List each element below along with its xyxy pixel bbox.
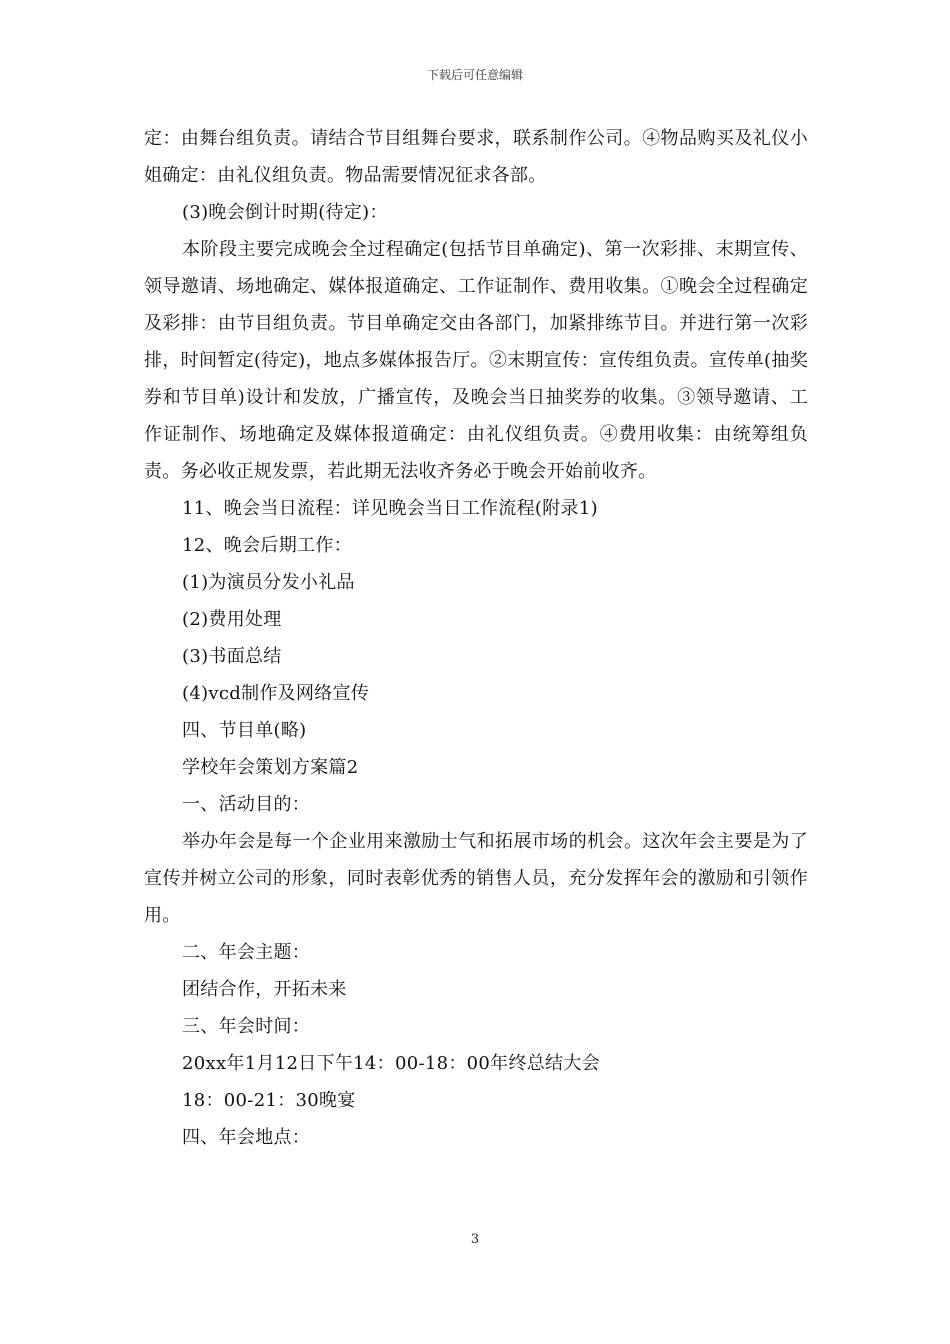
paragraph: (4)vcd制作及网络宣传 (182, 683, 370, 704)
paragraph: 11、晚会当日流程：详见晚会当日工作流程(附录1) (182, 498, 598, 519)
paragraph: (2)费用处理 (182, 609, 282, 630)
paragraph: 四、年会地点： (182, 1127, 311, 1148)
paragraph: (3)书面总结 (182, 646, 282, 667)
page-number: 3 (470, 1232, 480, 1247)
paragraph: 三、年会时间： (182, 1016, 311, 1037)
paragraph: (3)晚会倒计时期(待定)： (182, 202, 388, 223)
paragraph: 一、活动目的： (182, 794, 311, 815)
paragraph: 20xx年1月12日下午14：00-18：00年终总结大会 (182, 1053, 600, 1074)
paragraph: 18：00-21：30晚宴 (182, 1090, 356, 1111)
paragraph: 举办年会是每一个企业用来激励士气和拓展市场的机会。这次年会主要是为了宣传并树立公司的形象，同时表彰优秀的销售人员，充分发挥年会的激励和引领作用。 (144, 831, 808, 926)
paragraph: 二、年会主题： (182, 942, 311, 963)
paragraph: (1)为演员分发小礼品 (182, 572, 355, 593)
paragraph: 学校年会策划方案篇2 (182, 757, 359, 778)
paragraph: 团结合作，开拓未来 (182, 979, 347, 1000)
paragraph: 四、节目单(略) (182, 720, 307, 741)
paragraph: 12、晚会后期工作： (182, 535, 352, 556)
paragraph: 定：由舞台组负责。请结合节目组舞台要求，联系制作公司。④物品购买及礼仪小姐确定：由礼仪组负责。物品需要情况征求各部。 (144, 128, 808, 186)
document-body (144, 120, 808, 1156)
page-header-note: 下载后可任意编辑 (426, 68, 523, 82)
paragraph: 本阶段主要完成晚会全过程确定(包括节目单确定)、第一次彩排、末期宣传、领导邀请、场地确定、媒体报道确定、工作证制作、费用收集。①晚会全过程确定及彩排：由节目组负责。节目单确定交由各部门，加紧排练节目。并进行第一次彩排，时间暂定(待定)，地点多媒体报告厅。②末期宣传：宣传组负责。宣传单(抽奖券和节目单)设计和发放，广播宣传，及晚会当日抽奖券的收集。③领导邀请、工作证制作、场地确定及媒体报道确定：由礼仪组负责。④费用收集：由统筹组负责。务必收正规发票，若此期无法收齐务必于晚会开始前收齐。 (144, 239, 808, 482)
